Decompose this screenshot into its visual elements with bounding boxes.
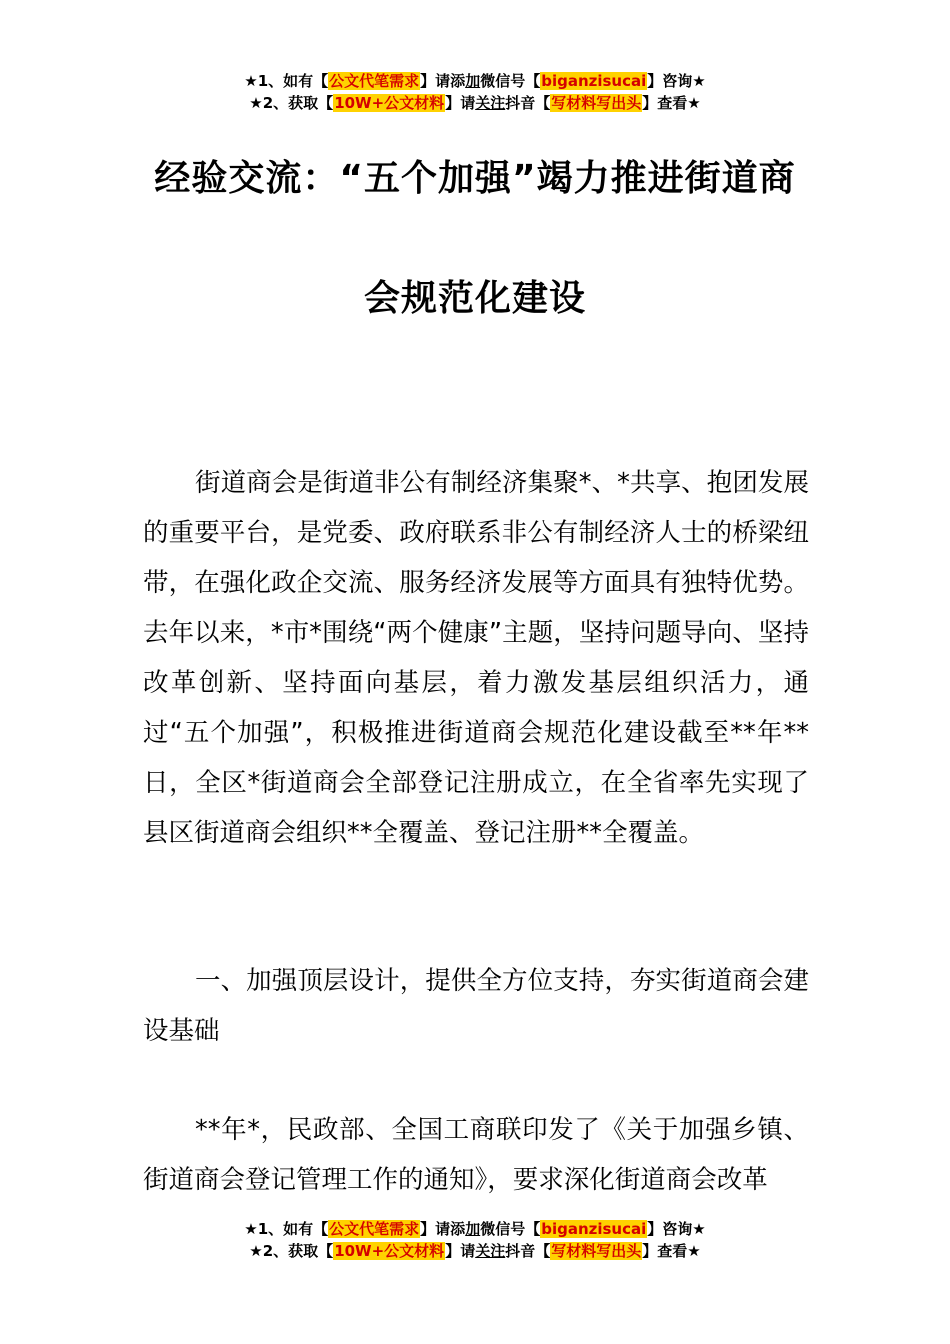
promo-text: ★2、获取【: [249, 94, 334, 112]
document-title-line-1: 经验交流：“五个加强”竭力推进街道商: [154, 158, 796, 199]
promo-underlined-text: 关注: [475, 1242, 506, 1260]
section-heading-1: 一、加强顶层设计，提供全方位支持，夯实街道商会建设基础: [143, 966, 809, 1046]
promo-underlined-text: 关注: [475, 94, 506, 112]
promo-text: 微信号【: [480, 1220, 541, 1238]
promo-text: ★1、如有【: [244, 72, 329, 90]
promo-underlined-text: 加: [465, 1220, 481, 1238]
promo-text: 】请添: [420, 72, 466, 90]
promo-highlight: 10W+公文材料: [334, 94, 445, 112]
promo-line-2: [0, 1240, 950, 1262]
promo-line-1: [0, 1218, 950, 1240]
document-title-line-2: 会规范化建设: [363, 278, 586, 319]
promo-text: 】查看★: [642, 94, 701, 112]
promo-text: 】咨询★: [647, 72, 706, 90]
promo-text: 】请添: [420, 1220, 466, 1238]
promo-wechat-id: biganzisucai: [541, 1220, 647, 1238]
promo-wechat-id: biganzisucai: [541, 72, 647, 90]
promo-text: 】请: [445, 94, 476, 112]
promo-douyin-account: 写材料写出头: [551, 94, 642, 112]
body-paragraph-intro: 街道商会是街道非公有制经济集聚*、*共享、抱团发展的重要平台，是党委、政府联系非公有制经济人士的桥梁纽带，在强化政企交流、服务经济发展等方面具有独特优势。去年以来，*市*围绕“两个健康”主题，坚持问题导向、坚持改革创新、坚持面向基层，着力激发基层组织活力，通过“五个加强”，积极推进街道商会规范化建设截至**年**日，全区*街道商会全部登记注册成立，在全省率先实现了县区街道商会组织**全覆盖、登记注册**全覆盖。: [143, 468, 809, 848]
promo-text: ★1、如有【: [244, 1220, 329, 1238]
promo-text: 抖音【: [505, 1242, 551, 1260]
promo-highlight: 10W+公文材料: [334, 1242, 445, 1260]
promo-text: 】请: [445, 1242, 476, 1260]
promo-banner-bottom: [0, 1218, 950, 1262]
promo-line-2: [0, 92, 950, 114]
promo-banner-top: [0, 70, 950, 114]
body-paragraph-section-1: **年*，民政部、全国工商联印发了《关于加强乡镇、街道商会登记管理工作的通知》，要求深化街道商会改革: [143, 1115, 809, 1195]
promo-text: 】咨询★: [647, 1220, 706, 1238]
promo-highlight: 公文代笔需求: [329, 72, 420, 90]
promo-text: 】查看★: [642, 1242, 701, 1260]
promo-douyin-account: 写材料写出头: [551, 1242, 642, 1260]
promo-line-1: [0, 70, 950, 92]
promo-underlined-text: 加: [465, 72, 481, 90]
promo-text: 微信号【: [480, 72, 541, 90]
promo-text: ★2、获取【: [249, 1242, 334, 1260]
promo-text: 抖音【: [505, 94, 551, 112]
promo-highlight: 公文代笔需求: [329, 1220, 420, 1238]
